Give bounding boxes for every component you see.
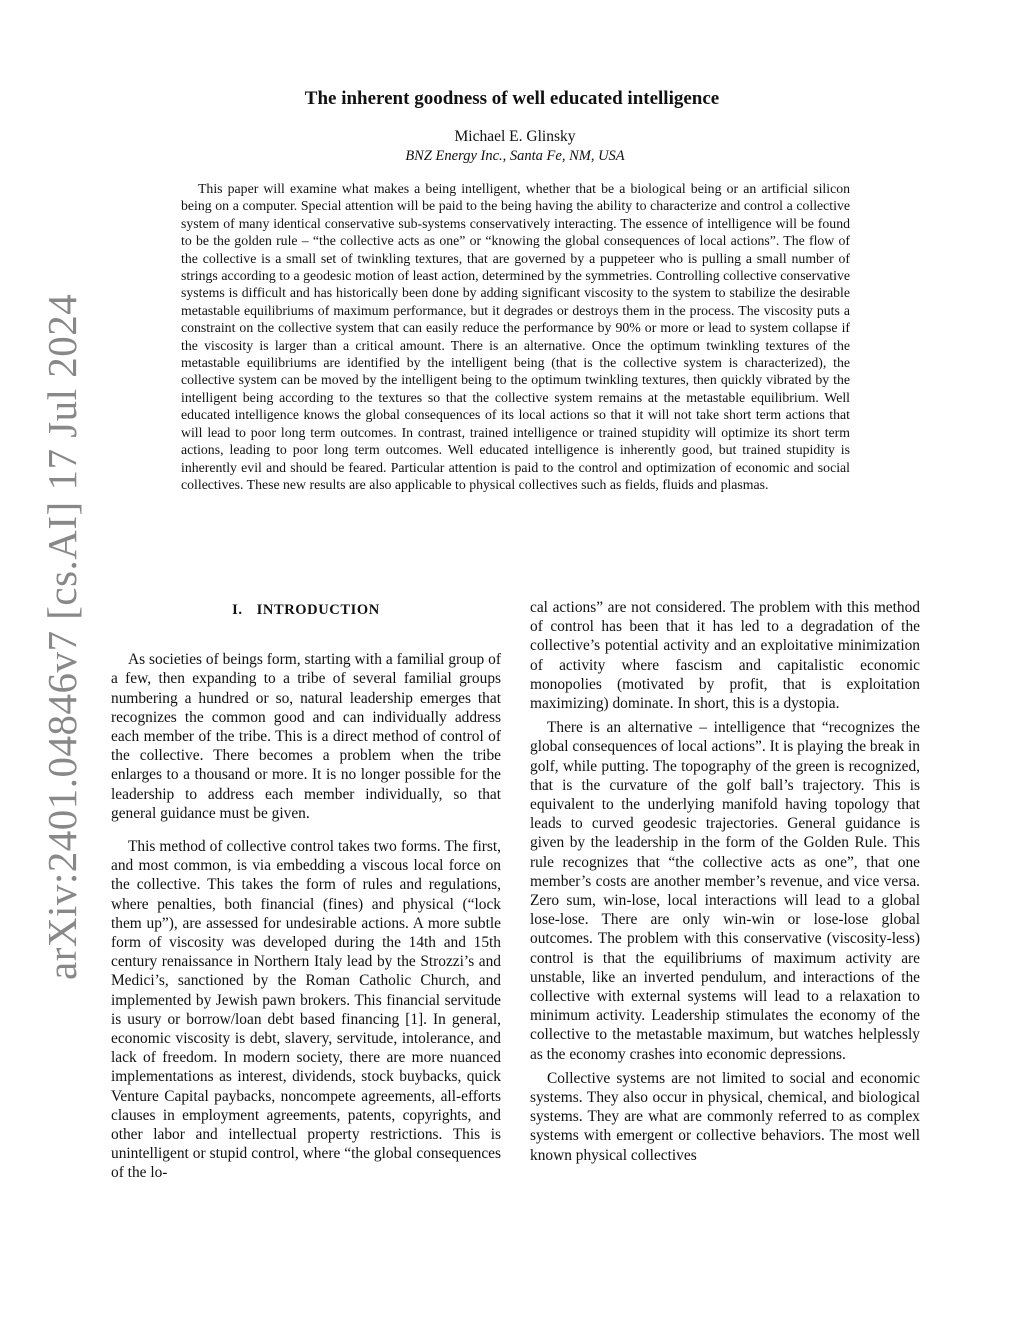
paragraph: As societies of beings form, starting with a familial group of a few, then expanding to a tribe of several familial groups numbering a hundred or so, natural leadership emerges that recognizes the common good and can individually address each member of the tribe. This is a direct method of control of the collective. There becomes a problem when the tribe enlarges to a thousand or more. It is no longer possible for the leadership to address each member individually, so that general guidance must be given. — [111, 651, 501, 822]
section-heading — [111, 601, 501, 620]
paragraph: cal actions” are not considered. The problem with this method of control has been that it has led to a degradation of the collective’s potential activity and an exploitative minimization of activity where fascism and capitalistic economic monopolies (motivated by profit, that is exploitation maximizing) dominate. In short, this is a dystopia. — [530, 599, 920, 713]
section-title: INTRODUCTION — [256, 602, 380, 618]
paper-title: The inherent goodness of well educated intelligence — [304, 88, 720, 109]
right-column — [530, 598, 920, 1165]
abstract: This paper will examine what makes a being intelligent, whether that be a biological being or an artificial silicon being on a computer. Special attention will be paid to the being having the ability to characterize and control a collective system of many identical conservative sub-systems conservatively interacting. The essence of intelligence will be found to be the golden rule – “the collective acts as one” or “knowing the global consequences of local actions”. The flow of the collective is a small set of twinkling textures, that are governed by a puppeteer who is pulling a small number of strings according to a geodesic motion of least action, determined by the symmetries. Controlling collective conservative systems is difficult and has historically been done by adding significant viscosity to the system to stabilize the desirable metastable equilibriums of maximum performance, but it degrades or destroys them in the process. The viscosity puts a constraint on the collective system that can easily reduce the performance by 90% or more or lead to system collapse if the viscosity is larger than a critical amount. There is an alternative. Once the optimum twinkling textures of the metastable equilibriums are identified by the intelligent being (that is the collective system is characterized), the collective system can be moved by the intelligent being to the optimum twinkling textures, then quickly vibrated by the intelligent being according to the textures so that the collective system remains at the metastable equilibrium. Well educated intelligence knows the global consequences of its local actions so that it will not take short term actions that will lead to poor long term outcomes. In contrast, trained intelligence or trained stupidity will optimize its short term actions, leading to poor long term outcomes. Well educated intelligence is inherently good, but trained stupidity is inherently evil and should be feared. Particular attention is paid to the control and optimization of economic and social collectives. These new results are also applicable to physical collectives such as fields, fluids and plasmas. — [181, 181, 850, 492]
paragraph: This method of collective control takes two forms. The first, and most common, is via embedding a viscous local force on the collective. This takes the form of rules and regulations, where penalties, both financial (fines) and physical (“lock them up”), are assessed for undesirable actions. A more subtle form of viscosity was developed during the 14th and 15th century renaissance in Northern Italy lead by the Strozzi’s and Medici’s, sanctioned by the Roman Catholic Church, and implemented by Jewish pawn brokers. This financial servitude is usury or borrow/loan debt based financing [1]. In general, economic viscosity is debt, slavery, servitude, intolerance, and lack of freedom. In modern society, there are more nuanced implementations as interest, dividends, stock buybacks, quick Venture Capital paybacks, noncompete agreements, all-efforts clauses in employment agreements, patents, copyrights, and other labor and intellectual property restrictions. This is unintelligent or stupid control, where “the global consequences of the lo- — [111, 838, 501, 1182]
paragraph: There is an alternative – intelligence that “recognizes the global consequences of local actions”. It is playing the break in golf, while putting. The topography of the green is recognized, that is the curvature of the golf ball’s trajectory. This is equivalent to the underlying manifold having topology that leads to curved geodesic trajectories. General guidance is given by the leadership in the form of the Golden Rule. This rule recognizes that “the collective acts as one”, that one member’s costs are another member’s revenue, and vice versa. Zero sum, win-lose, local interactions will lead to a global lose-lose. There are only win-win or lose-lose global outcomes. The problem with this conservative (viscosity-less) control is that the equilibriums of maximum activity are unstable, like an inverted pendulum, and interactions of the collective with external systems will lead to a relaxation to minimum activity. Leadership stimulates the economy of the collective to the metastable maximum, but watches helplessly as the economy crashes into economic depressions. — [530, 719, 920, 1063]
section-number: I. — [232, 602, 243, 618]
author-affiliation: BNZ Energy Inc., Santa Fe, NM, USA — [405, 148, 625, 164]
left-column — [111, 598, 501, 1183]
paragraph: Collective systems are not limited to social and economic systems. They also occur in physical, chemical, and biological systems. They are what are commonly referred to as complex systems with emergent or collective behaviors. The most well known physical collectives — [530, 1069, 920, 1164]
author-name: Michael E. Glinsky — [454, 128, 576, 145]
arxiv-identifier: arXiv:2401.04846v7 [cs.AI] 17 Jul 2024 — [39, 293, 85, 980]
